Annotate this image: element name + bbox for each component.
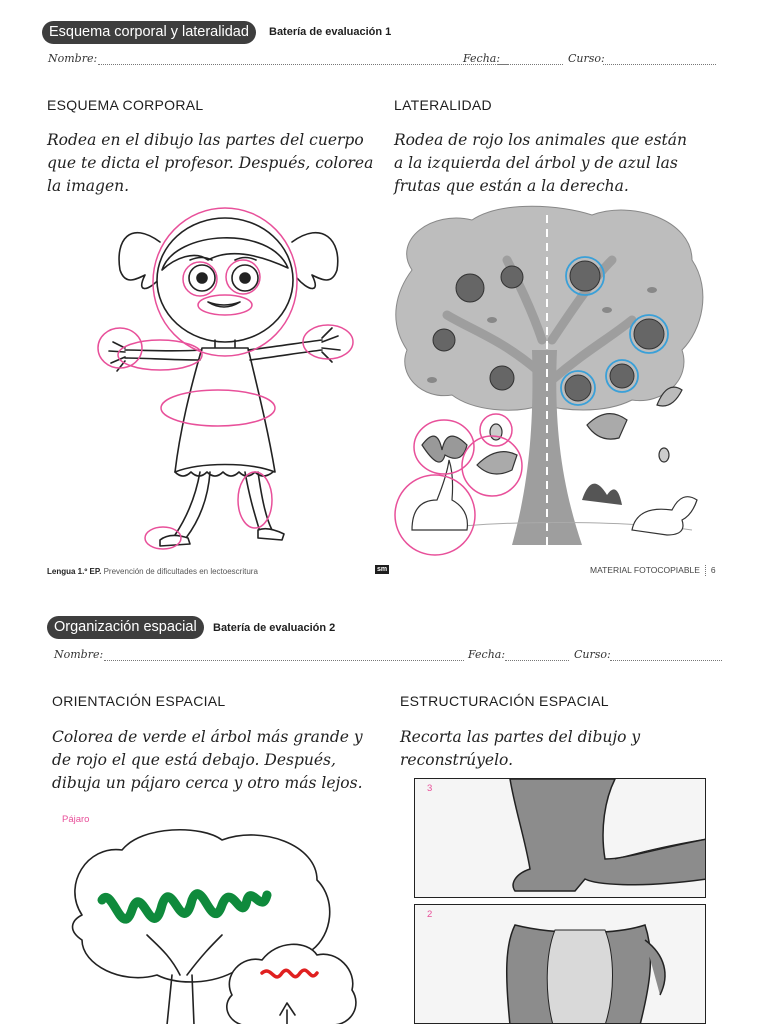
frame-number: 3 [427,783,433,794]
name-label: Nombre: [54,648,104,661]
instruction-spatial-structuring [400,726,720,772]
instruction-spatial-orientation [52,726,382,795]
instruction-line: que te dicta el profesor. Después, colorea [47,154,374,172]
name-line[interactable] [104,660,464,661]
course-label: Curso: [568,52,605,65]
instruction-line: a la izquierda del árbol y de azul las [394,154,678,172]
name-label: Nombre: [48,52,98,65]
date-label: Fecha: [463,52,501,65]
course-label: Curso: [574,648,611,661]
section-pill: Esquema corporal y lateralidad [42,21,256,44]
girl-illustration [90,200,370,555]
section-title-body-schema: ESQUEMA CORPORAL [47,97,204,113]
instruction-line: de rojo el que está debajo. Después, [52,751,336,769]
instruction-line: dibuja un pájaro cerca y otro más lejos. [52,774,363,792]
instruction-line: Rodea en el dibujo las partes del cuerpo [47,131,364,149]
instruction-line: Recorta las partes del dibujo y [400,728,641,746]
section-title-spatial-orientation: ORIENTACIÓN ESPACIAL [52,693,226,709]
section-pill: Organización espacial [47,616,204,639]
instruction-laterality [394,129,724,198]
dinosaur-body-illustration [415,905,706,1024]
puzzle-piece-frame-2[interactable] [414,904,706,1024]
student-fields [54,648,722,668]
section-title-laterality: LATERALIDAD [394,97,492,113]
instruction-line: Rodea de rojo los animales que están [394,131,687,149]
date-line[interactable] [505,660,569,661]
course-line[interactable] [603,64,716,65]
section-title-spatial-structuring: ESTRUCTURACIÓN ESPACIAL [400,693,609,709]
instruction-line: reconstrúyelo. [400,751,514,769]
instruction-line: frutas que están a la derecha. [394,177,629,195]
date-label: Fecha: [468,648,506,661]
battery-label: Batería de evaluación 2 [213,622,336,634]
page-number: 6 [710,565,716,575]
instruction-body-schema [47,129,377,198]
date-line[interactable] [498,64,563,65]
footer-divider [705,565,706,576]
puzzle-piece-frame-3[interactable] [414,778,706,898]
worksheet-page-2 [0,600,768,1024]
bird-label: Pájaro [62,814,90,825]
student-fields [48,52,718,72]
footer-right [590,565,716,576]
footer-course: Lengua 1.º EP. [47,567,102,576]
name-line[interactable] [98,64,508,65]
instruction-line: la imagen. [47,177,130,195]
frame-number: 2 [427,909,433,920]
dinosaur-legs-illustration [415,779,706,898]
sm-logo: sm [377,566,388,573]
battery-label: Batería de evaluación 1 [269,26,392,38]
tree-animals-illustration [392,200,712,560]
course-line[interactable] [610,660,722,661]
instruction-line: Colorea de verde el árbol más grande y [52,728,363,746]
trees-illustration [62,825,382,1024]
photocopiable-label: MATERIAL FOTOCOPIABLE [590,565,700,575]
footer-credit [47,567,258,576]
footer-subject: Prevención de dificultades en lectoescritura [103,567,258,576]
